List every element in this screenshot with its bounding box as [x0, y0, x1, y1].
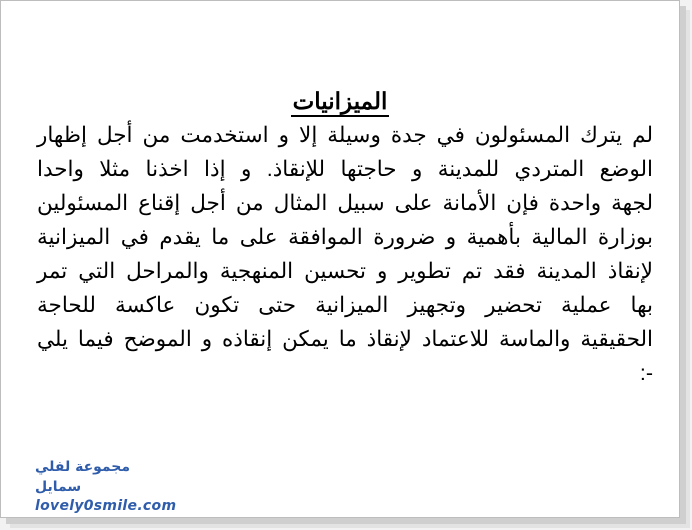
body-line: لم يترك المسئولون في جدة وسيلة إلا و استخدمت من أجل إظهار: [37, 123, 653, 147]
document-body: [37, 118, 653, 390]
body-line: بوزارة المالية بأهمية و ضرورة الموافقة على ما يقدم في الميزانية: [37, 225, 653, 249]
body-line: لإنقاذ المدينة فقد تم تطوير و تحسين المنهجية والمراحل التي تمر: [37, 259, 653, 283]
body-line-last: -:: [639, 361, 653, 385]
body-line: بها عملية تحضير وتجهيز الميزانية حتى تكون عاكسة للحاجة: [37, 293, 653, 317]
site-watermark: [35, 457, 176, 515]
document-title: [1, 87, 679, 115]
watermark-arabic: مجموعة لفلي سمايل: [35, 459, 131, 495]
title-text: الميزانيات: [291, 88, 390, 117]
body-line: لجهة واحدة فإن الأمانة على سبيل المثال من أجل إقناع المسئولين: [37, 191, 653, 215]
body-line: الحقيقية والماسة للاعتماد لإنقاذ ما يمكن إنقاذه و الموضح فيما يلي: [37, 327, 653, 351]
watermark-site: lovely0smile.com: [35, 498, 177, 514]
body-line: الوضع المتردي للمدينة و حاجتها للإنقاذ. و إذا اخذنا مثلا واحدا: [37, 157, 653, 181]
